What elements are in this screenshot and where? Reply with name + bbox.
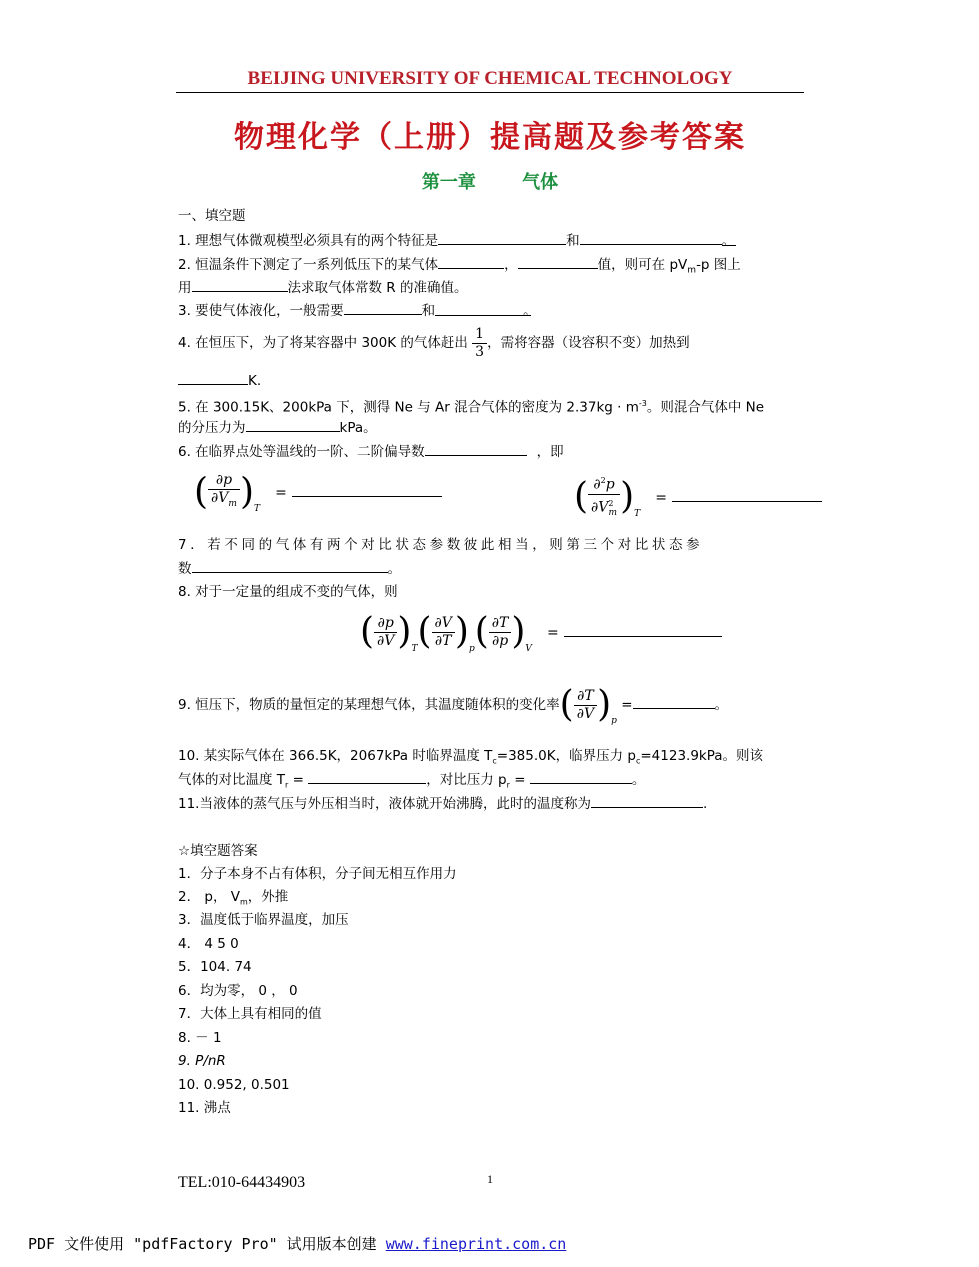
section-heading: 一、填空题 xyxy=(178,208,246,224)
formula-first-derivative: ( $\frac{\partial p}{\partial V_m}$ )$_T$ = xyxy=(194,472,442,513)
answer-item: 5．104. 74 xyxy=(178,959,252,975)
question-8: 8. 对于一定量的组成不变的气体，则 xyxy=(178,584,398,600)
answer-item: 3．温度低于临界温度，加压 xyxy=(178,912,349,928)
answer-item: 1．分子本身不占有体积，分子间无相互作用力 xyxy=(178,866,457,882)
question-10-continued: 气体的对比温度 $T_r$ = ，对比压力 $p_r$ = 。 xyxy=(178,769,645,796)
page-number: 1 xyxy=(487,1172,493,1186)
answer-blank xyxy=(518,254,598,269)
chapter-number: 第一章 xyxy=(421,172,476,193)
question-2-continued: 用 法求取气体常数 R 的准确值。 xyxy=(178,277,467,298)
question-2: 2. 恒温条件下测定了一系列低压下的某气体 ， 值，则可在 $pV_m-p$ 图上 xyxy=(178,254,741,281)
question-9: 9. 恒压下，物质的量恒定的某理想气体，其温度随体积的变化率( $\frac{\partial T}{\partial V}$ )$_p$ = 。 xyxy=(178,684,729,726)
answer-item: 7．大体上具有相同的值 xyxy=(178,1006,322,1022)
question-3: 3. 要使气体液化，一般需要 和 。 xyxy=(178,300,531,321)
answer-item: 2． p， $V_m$，外推 xyxy=(178,889,289,907)
answer-blank xyxy=(438,254,504,269)
answer-item: 6．均为零， 0 ， 0 xyxy=(178,983,298,999)
fraction-one-third: $\frac{1}{3}$ xyxy=(472,326,487,361)
answer-blank xyxy=(425,441,527,456)
document-title: 物理化学（上册）提高题及参考答案 xyxy=(234,120,746,155)
formula-second-derivative: ( $\frac{\partial^2p}{\partial V^2_m}$ )$_T$ = xyxy=(574,472,822,522)
question-7: 7．若不同的气体有两个对比状态参数彼此相当，则第三个对比状态参 xyxy=(178,537,704,553)
question-4-continued: K. xyxy=(178,370,261,391)
answers-heading: ☆填空题答案 xyxy=(178,843,258,859)
header-divider xyxy=(176,92,804,93)
answer-item: 11. 沸点 xyxy=(178,1100,231,1116)
answer-blank: 。 xyxy=(435,301,531,316)
answer-blank xyxy=(633,694,715,709)
answer-item: 10. 0.952, 0.501 xyxy=(178,1077,290,1093)
answer-blank xyxy=(178,370,248,385)
answer-blank xyxy=(438,230,566,245)
answer-blank xyxy=(591,793,703,808)
answer-blank xyxy=(530,769,632,784)
answer-blank xyxy=(672,487,822,502)
fineprint-link[interactable]: www.fineprint.com.cn xyxy=(385,1235,567,1253)
question-6: 6. 在临界点处等温线的一阶、二阶偏导数 ，即 xyxy=(178,441,564,462)
university-header: BEIJING UNIVERSITY OF CHEMICAL TECHNOLOGY xyxy=(247,68,733,89)
answer-blank xyxy=(564,622,722,637)
question-11: 11.当液体的蒸气压与外压相当时，液体就开始沸腾，此时的温度称为 . xyxy=(178,793,707,814)
answer-blank xyxy=(192,558,388,573)
answer-blank xyxy=(308,769,426,784)
answer-blank xyxy=(192,277,288,292)
chapter-heading xyxy=(176,168,804,194)
question-10: 10. 某实际气体在 366.5K，2067kPa 时临界温度 $T_c=385.0K$，临界压力 $p_c=4123.9kPa$。则该 xyxy=(178,748,764,766)
answer-blank xyxy=(580,230,722,245)
formula-cyclic-rule: ( $\frac{\partial p}{\partial V}$ )$_T$( $\frac{\partial V}{\partial T}$ )$_p$( $\frac{\partial T}{\partial p}$ )$_V$ = xyxy=(360,612,722,652)
answer-blank xyxy=(246,417,340,432)
answer-item: 9. P/nR xyxy=(178,1053,226,1069)
answer-item: 4． 4 5 0 xyxy=(178,936,239,952)
question-1: 1. 理想气体微观模型必须具有的两个特征是 和 。 xyxy=(178,230,736,251)
pdf-creator-note: PDF 文件使用 "pdfFactory Pro" 试用版本创建 www.fineprint.com.cn xyxy=(28,1235,567,1253)
question-5-continued: 的分压力为 kPa。 xyxy=(178,417,377,438)
question-7-continued: 数 。 xyxy=(178,558,401,579)
answer-item: 8. － 1 xyxy=(178,1030,222,1046)
question-4: 4. 在恒压下，为了将某容器中 300K 的气体赶出 $\frac{1}{3}$ ，需将容器（设容积不变）加热到 xyxy=(178,325,690,360)
chapter-name: 气体 xyxy=(522,172,559,193)
question-5: 5. 在 300.15K、200kPa 下，测得 Ne 与 Ar 混合气体的密度为 $2.37kg \cdot m^{-3}$。则混合气体中 Ne xyxy=(178,399,765,416)
answer-blank xyxy=(344,300,422,315)
answer-blank xyxy=(292,482,442,497)
footer-telephone: TEL:010-64434903 xyxy=(178,1174,306,1191)
